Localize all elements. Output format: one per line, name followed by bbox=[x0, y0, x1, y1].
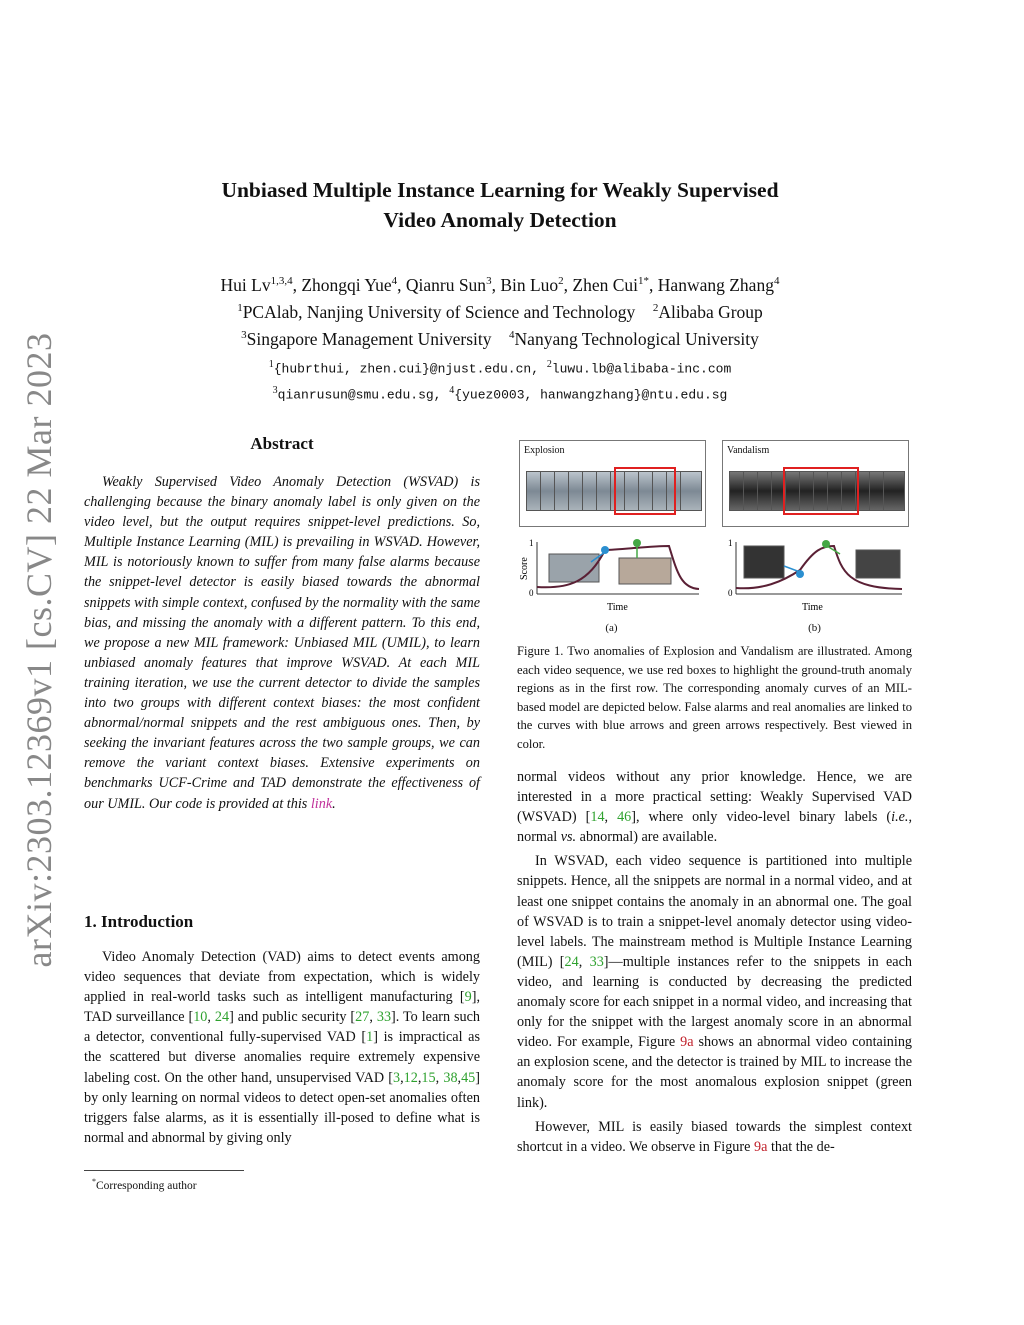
author-block bbox=[120, 270, 880, 405]
y-tick-bottom: 0 bbox=[728, 588, 733, 598]
citation-link[interactable]: 33 bbox=[376, 1009, 392, 1026]
arxiv-identifier-stamp: arXiv:2303.12369v1 [cs.CV] 22 Mar 2023 bbox=[19, 332, 59, 968]
anomaly-curve-chart-b bbox=[722, 532, 907, 622]
citation-link[interactable]: 24 bbox=[564, 953, 579, 970]
right-paragraph-1: normal videos without any prior knowledge. Hence, we are interested in a more practical setting: Weakly Supervised VAD (WSVAD) [14, 46], where only video-level binary labels (i.e., normal vs. abnormal) are available. bbox=[517, 769, 913, 846]
anomaly-curve-chart-a bbox=[519, 532, 704, 622]
y-tick-top: 1 bbox=[529, 538, 534, 548]
abstract-body: Weakly Supervised Video Anomaly Detection (WSVAD) is challenging because the binary anomaly label is only given on the video level, but the output requires snippet-level predictions. So, Multiple Instance Learning (MIL) is prevailing in WSVAD. However, MIL is notoriously known to suffer from many false alarms because the snippet-level detector is easily biased towards the abnormal snippets with simple context, confused by the normality with the same bias, and missing the anomaly with a different pattern. To this end, we propose a new MIL framework: Unbiased MIL (UMIL), to learn unbiased anomaly features that improve WSVAD. At each MIL training iteration, we use the current detector to divide the samples into two groups with different context biases: the most confident abnormal/normal snippets and the rest ambiguous ones. Then, by seeking the invariant features across the two sample groups, we can remove the variant context biases. Extensive experiments on benchmarks UCF-Crime and TAD demonstrate the effectiveness of our UMIL. Our code is provided at this link. bbox=[84, 474, 480, 812]
panel-a-caption: (a) bbox=[605, 622, 618, 634]
code-link[interactable]: link bbox=[310, 795, 333, 812]
y-axis-label: Score bbox=[519, 557, 530, 580]
x-axis-label: Time bbox=[802, 602, 823, 613]
panel-b-caption: (b) bbox=[808, 622, 821, 634]
figure-reference-link[interactable]: 9a bbox=[680, 1034, 694, 1051]
panel-a-title: Explosion bbox=[524, 445, 565, 456]
citation-link[interactable]: 14 bbox=[590, 809, 605, 826]
citation-link[interactable]: 33 bbox=[589, 953, 604, 970]
x-axis-label: Time bbox=[607, 602, 628, 613]
citation-link[interactable]: 1 bbox=[366, 1029, 374, 1046]
affiliation-line-2: $^3$Singapore Management University $^4$Nanyang Technological University bbox=[241, 328, 759, 349]
figure-caption: Figure 1. Two anomalies of Explosion and Vandalism are illustrated. Among each video sequence, we use red boxes to highlight the ground-truth anomaly regions as in the first row. The corresponding anomaly curves of an MIL-based model are depicted below. False alarms and real anomalies are linked to the curves with blue arrows and green arrows respectively. Best viewed in color. bbox=[517, 644, 912, 751]
vandalism-frame-strip bbox=[722, 440, 909, 527]
email-line-1: $^1${hubrthui, zhen.cui}@njust.edu.cn, $^2$luwu.lb@alibaba-inc.com bbox=[268, 359, 732, 377]
figure-1 bbox=[517, 440, 912, 640]
right-column-body bbox=[517, 767, 912, 1161]
footnote-divider bbox=[84, 1170, 244, 1171]
citation-link[interactable]: 12 bbox=[403, 1069, 418, 1086]
real-anomaly-marker bbox=[822, 540, 830, 548]
citation-link[interactable]: 24 bbox=[214, 1009, 230, 1026]
ground-truth-box bbox=[783, 467, 859, 515]
real-anomaly-marker bbox=[633, 539, 641, 547]
y-tick-top: 1 bbox=[728, 538, 733, 548]
paper-title bbox=[150, 175, 850, 235]
introduction-paragraph: Video Anomaly Detection (VAD) aims to detect events among video sequences that deviate from expectation, which is widely applied in real-world tasks such as intelligent manufacturing [9], TAD surveillance [10, 24] and public security [27, 33]. To learn such a detector, conventional fully-supervised VAD [1] is impractical as the scattered but diverse anomalies require extremely expensive labeling cost. On the other hand, unsupervised VAD [3,12,15, 38,45] by only learning on normal videos to detect open-set anomalies often triggers false alarms, as it is essentially ill-posed to define what is normal and abnormal by giving only bbox=[84, 949, 481, 1146]
y-tick-bottom: 0 bbox=[529, 588, 534, 598]
email-line-2: $^3$qianrusun@smu.edu.sg, $^4${yuez0003, hanwangzhang}@ntu.edu.sg bbox=[272, 384, 728, 403]
citation-link[interactable]: 27 bbox=[355, 1009, 370, 1026]
author-list: Hui Lv$^{1,3,4}$, Zhongqi Yue$^4$, Qianru Sun$^3$, Bin Luo$^2$, Zhen Cui$^{1*}$, Hanwang Zhang$^4$ bbox=[220, 274, 780, 295]
ground-truth-box bbox=[614, 467, 676, 515]
section-heading-introduction: 1. Introduction bbox=[84, 912, 194, 931]
right-paragraph-2: In WSVAD, each video sequence is partitioned into multiple snippets. Hence, all the snippets are normal in a normal video, and at least one snippet contains the anomaly in an abnormal one. The goal of WSVAD is to train a snippet-level anomaly detector using video-level labels. The mainstream method is Multiple Instance Learning (MIL) [24, 33]—multiple instances refer to the snippets in each video, and learning is conducted by decreasing the predicted anomaly score for each snippet in a normal video, and increasing that only for the snippet with the largest anomaly score in an abnormal video. For example, Figure 9a shows an abnormal video containing an explosion scene, and the detector is trained by MIL to increase the anomaly score for the most anomalous explosion snippet (green link). bbox=[517, 853, 913, 1111]
citation-link[interactable]: 15 bbox=[421, 1069, 436, 1086]
citation-link[interactable]: 38 bbox=[443, 1069, 458, 1086]
abstract-heading: Abstract bbox=[250, 434, 314, 453]
false-alarm-marker bbox=[796, 570, 804, 578]
paper-title-line-2: Video Anomaly Detection bbox=[383, 208, 617, 232]
figure-panel-b bbox=[722, 440, 907, 640]
figure-reference-link[interactable]: 9a bbox=[753, 1138, 768, 1155]
explosion-frame-strip bbox=[519, 440, 706, 527]
false-alarm-marker bbox=[601, 546, 609, 554]
footnote: *Corresponding author bbox=[92, 1177, 197, 1192]
paper-title-line-1: Unbiased Multiple Instance Learning for Weakly Supervised bbox=[221, 178, 779, 202]
figure-panel-a bbox=[519, 440, 704, 640]
affiliation-line-1: $^1$PCAlab, Nanjing University of Science and Technology $^2$Alibaba Group bbox=[237, 301, 763, 322]
citation-link[interactable]: 3 bbox=[393, 1069, 401, 1086]
citation-link[interactable]: 9 bbox=[464, 989, 472, 1006]
citation-link[interactable]: 45 bbox=[461, 1069, 476, 1086]
citation-link[interactable]: 10 bbox=[193, 1009, 208, 1026]
panel-b-title: Vandalism bbox=[727, 445, 770, 456]
right-paragraph-3: However, MIL is easily biased towards the simplest context shortcut in a video. We observe in Figure 9a that the de- bbox=[517, 1118, 912, 1155]
citation-link[interactable]: 46 bbox=[617, 809, 632, 826]
email-block bbox=[120, 354, 880, 405]
